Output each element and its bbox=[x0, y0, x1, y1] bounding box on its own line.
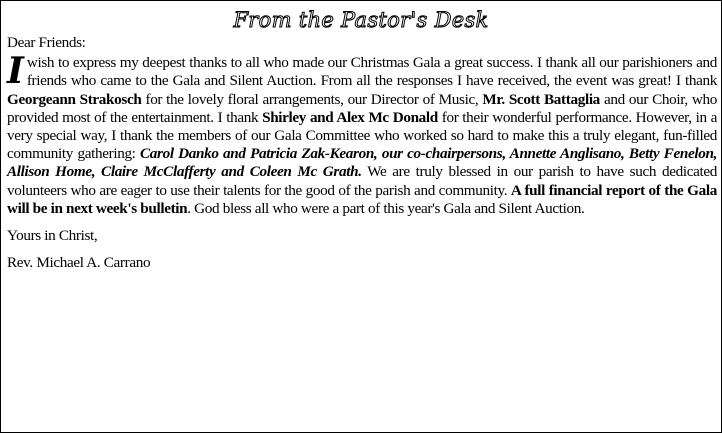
text-segment: and our Choir, who provided most of the entertainment. I thank bbox=[7, 90, 717, 126]
text-segment: for the lovely floral arrangements, our Director of Music, bbox=[141, 90, 483, 108]
closing: Yours in Christ, bbox=[7, 227, 98, 245]
financial-report-note: A full financial report of the Gala will be in next week's bulletin bbox=[7, 181, 717, 217]
letter-body bbox=[1, 34, 721, 272]
main-paragraph bbox=[7, 50, 717, 218]
drop-cap: I bbox=[7, 50, 24, 93]
letter-title: From the Pastor's Desk bbox=[233, 8, 489, 32]
name-mcdonald: Shirley and Alex Mc Donald bbox=[262, 108, 438, 126]
text-segment: for their wonderful performance. However, in a very special way, I thank the members of our Gala Committee who worked so hard to make this a truly elegant, fun-filled community gathering: bbox=[7, 108, 717, 163]
name-georgeann: Georgeann Strakosch bbox=[7, 90, 142, 108]
salutation: Dear Friends: bbox=[7, 34, 86, 51]
name-scott: Mr. Scott Battaglia bbox=[482, 90, 600, 108]
text-segment: . God bless all who were a part of this year's Gala and Silent Auction. bbox=[187, 199, 585, 217]
committee-names: Carol Danko and Patricia Zak-Kearon, our co-chairpersons, Annette Anglisano, Betty Fenelon, Allison Home, Claire McClafferty and Coleen Mc Grath. bbox=[7, 145, 717, 181]
text-segment: wish to express my deepest thanks to all who made our Christmas Gala a great success. I thank all our parishioners and friends who came to the Gala and Silent Auction. From all the responses I have received, the event was great! I thank bbox=[26, 54, 717, 90]
signature: Rev. Michael A. Carrano bbox=[7, 254, 151, 272]
text-segment: We are truly blessed in our parish to have such dedicated volunteers who are eager to use their talents for the good of the parish and community. bbox=[7, 163, 717, 199]
